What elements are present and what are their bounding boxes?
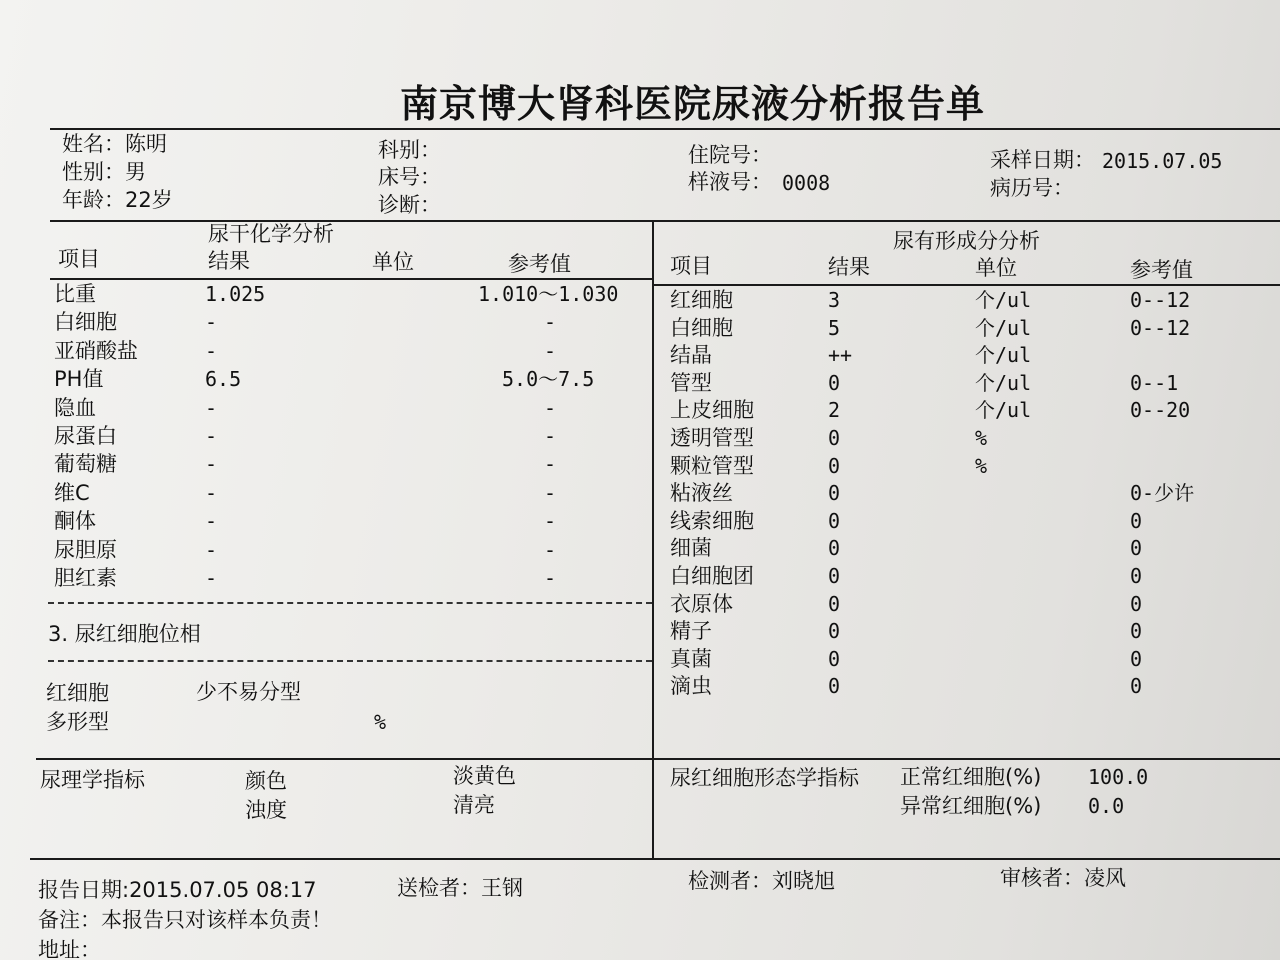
chem-ref: - [544, 566, 557, 590]
formed-ref: 0 [1130, 591, 1143, 616]
chem-item: 尿胆原 [54, 537, 117, 562]
bed-label: 床号： [378, 165, 441, 189]
formed-ref: 0 [1130, 619, 1143, 644]
chem-item: 酮体 [54, 509, 96, 534]
formed-item: 滴虫 [670, 674, 712, 699]
physical-rule [36, 758, 1280, 760]
chem-ref: - [544, 452, 557, 477]
chem-ref: - [544, 338, 557, 363]
chem-item: 白细胞 [54, 310, 117, 335]
chem-item: 隐血 [54, 395, 96, 420]
formed-unit: % [975, 426, 988, 450]
center-divider [652, 222, 654, 858]
rbc-phase-label: 红细胞 [46, 681, 109, 705]
physical-label: 尿理学指标 [40, 768, 145, 792]
formed-item: 红细胞 [670, 288, 733, 312]
formed-result: 0 [828, 426, 841, 450]
dashed-divider [48, 660, 652, 662]
normal-rbc-value: 100.0 [1088, 765, 1149, 789]
formed-item: 白细胞 [670, 315, 733, 340]
chem-ref: 5.0～7.5 [502, 367, 595, 392]
rbc-phase-value: 少不易分型 [196, 680, 301, 704]
sample-date: 2015.07.05 [1102, 149, 1223, 173]
formed-item: 粘液丝 [670, 481, 733, 506]
formed-item: 结晶 [670, 343, 712, 368]
chem-ref: - [544, 509, 557, 534]
chem-item: PH值 [54, 367, 104, 392]
chem-result: 1.025 [205, 282, 266, 306]
chem-item: 尿蛋白 [54, 424, 117, 448]
formed-result: 2 [828, 398, 841, 423]
formed-result: 0 [828, 591, 841, 616]
address-label: 地址： [38, 938, 101, 960]
formed-result: 5 [828, 315, 841, 340]
formed-unit: 个/ul [975, 370, 1032, 395]
formed-item: 精子 [670, 619, 712, 644]
dashed-divider [48, 602, 652, 604]
formed-result: 0 [828, 619, 841, 644]
chem-result: - [205, 338, 218, 363]
formed-result: 0 [828, 674, 841, 699]
chem-section-title: 尿干化学分析 [208, 222, 334, 246]
chem-result: - [205, 509, 218, 534]
formed-ref: 0-少许 [1130, 481, 1195, 506]
chem-ref: - [544, 537, 557, 562]
formed-result: 0 [828, 481, 841, 506]
formed-unit: % [975, 453, 988, 478]
chem-header-rule [50, 278, 652, 280]
formed-ref: 0 [1130, 536, 1143, 561]
chem-ref: - [544, 310, 557, 335]
formed-item: 透明管型 [670, 426, 754, 450]
top-rule [50, 128, 1280, 130]
chem-header-item: 项目 [58, 247, 100, 271]
reviewer: 审核者：凌风 [1000, 866, 1126, 890]
formed-unit: 个/ul [975, 315, 1032, 340]
formed-result: 0 [828, 564, 841, 588]
formed-ref: 0--1 [1130, 370, 1179, 395]
normal-rbc-label: 正常红细胞(%) [900, 765, 1042, 789]
patient-name: 姓名：陈明 [62, 132, 167, 156]
note: 备注：本报告只对该样本负责！ [38, 908, 332, 932]
formed-header-result: 结果 [828, 255, 870, 279]
footer-rule [30, 858, 1280, 860]
morphology-label: 尿红细胞形态学指标 [670, 766, 859, 790]
formed-ref: 0 [1130, 564, 1143, 588]
chem-result: - [205, 480, 218, 505]
formed-ref: 0--12 [1130, 288, 1191, 312]
sample-date-label: 采样日期： [990, 148, 1095, 172]
formed-ref: 0--12 [1130, 315, 1191, 340]
formed-item: 颗粒管型 [670, 453, 754, 478]
formed-ref: 0 [1130, 674, 1143, 699]
formed-result: 0 [828, 453, 841, 478]
chem-result: - [205, 566, 218, 590]
chem-item: 胆红素 [54, 566, 117, 590]
formed-result: 0 [828, 508, 841, 533]
chem-result: - [205, 424, 218, 448]
chem-ref: - [544, 395, 557, 420]
chem-ref: - [544, 424, 557, 448]
chem-item: 比重 [54, 282, 96, 306]
formed-item: 真菌 [670, 646, 712, 671]
turbidity-value: 清亮 [453, 793, 495, 817]
formed-item: 细菌 [670, 536, 712, 561]
tester: 检测者：刘晓旭 [688, 869, 835, 893]
chem-result: - [205, 310, 218, 335]
report-title: 南京博大肾科医院尿液分析报告单 [400, 81, 986, 126]
chem-header-result: 结果 [208, 249, 250, 273]
diagnosis-label: 诊断： [378, 193, 441, 217]
formed-result: ++ [828, 343, 853, 368]
rbc-phase-title: 3. 尿红细胞位相 [48, 622, 201, 646]
chem-header-unit: 单位 [372, 250, 414, 274]
chem-ref: 1.010～1.030 [478, 282, 619, 306]
formed-result: 0 [828, 370, 841, 395]
formed-item: 线索细胞 [670, 508, 754, 533]
formed-header-item: 项目 [670, 254, 712, 278]
formed-ref: 0--20 [1130, 398, 1191, 423]
formed-item: 上皮细胞 [670, 398, 754, 423]
sample-number-label: 样液号： [688, 170, 772, 194]
polymorphic-unit: % [374, 710, 387, 734]
abnormal-rbc-label: 异常红细胞(%) [900, 794, 1042, 818]
formed-ref: 0 [1130, 646, 1143, 671]
formed-ref: 0 [1130, 508, 1143, 533]
chem-header-ref: 参考值 [508, 252, 571, 276]
sender: 送检者：王钢 [397, 876, 523, 900]
formed-header-ref: 参考值 [1130, 258, 1193, 282]
patient-sex: 性别：男 [62, 160, 146, 184]
admission-number-label: 住院号： [688, 143, 772, 167]
formed-result: 0 [828, 646, 841, 671]
chem-result: - [205, 452, 218, 477]
chem-result: 6.5 [205, 367, 242, 392]
formed-result: 0 [828, 536, 841, 561]
record-number-label: 病历号： [990, 176, 1074, 200]
formed-item: 管型 [670, 370, 712, 395]
chem-result: - [205, 537, 218, 562]
formed-unit: 个/ul [975, 343, 1032, 368]
color-label: 颜色 [245, 769, 287, 793]
abnormal-rbc-value: 0.0 [1088, 794, 1125, 818]
formed-item: 白细胞团 [670, 564, 754, 588]
department-label: 科别： [378, 138, 441, 162]
formed-header-rule [654, 284, 1280, 286]
formed-unit: 个/ul [975, 398, 1032, 423]
report-date: 报告日期:2015.07.05 08:17 [38, 878, 317, 902]
sample-number: 0008 [782, 171, 831, 195]
chem-item: 葡萄糖 [54, 452, 117, 477]
formed-header-unit: 单位 [975, 256, 1017, 280]
formed-item: 衣原体 [670, 591, 733, 616]
chem-ref: - [544, 480, 557, 505]
patient-age: 年龄：22岁 [62, 188, 173, 212]
polymorphic-label: 多形型 [46, 710, 109, 734]
formed-result: 3 [828, 288, 841, 312]
chem-result: - [205, 395, 218, 420]
color-value: 淡黄色 [453, 764, 516, 788]
formed-section-title: 尿有形成分分析 [893, 229, 1040, 253]
chem-item: 维C [54, 480, 90, 505]
turbidity-label: 浊度 [245, 798, 287, 822]
formed-unit: 个/ul [975, 288, 1032, 312]
chem-item: 亚硝酸盐 [54, 338, 138, 363]
